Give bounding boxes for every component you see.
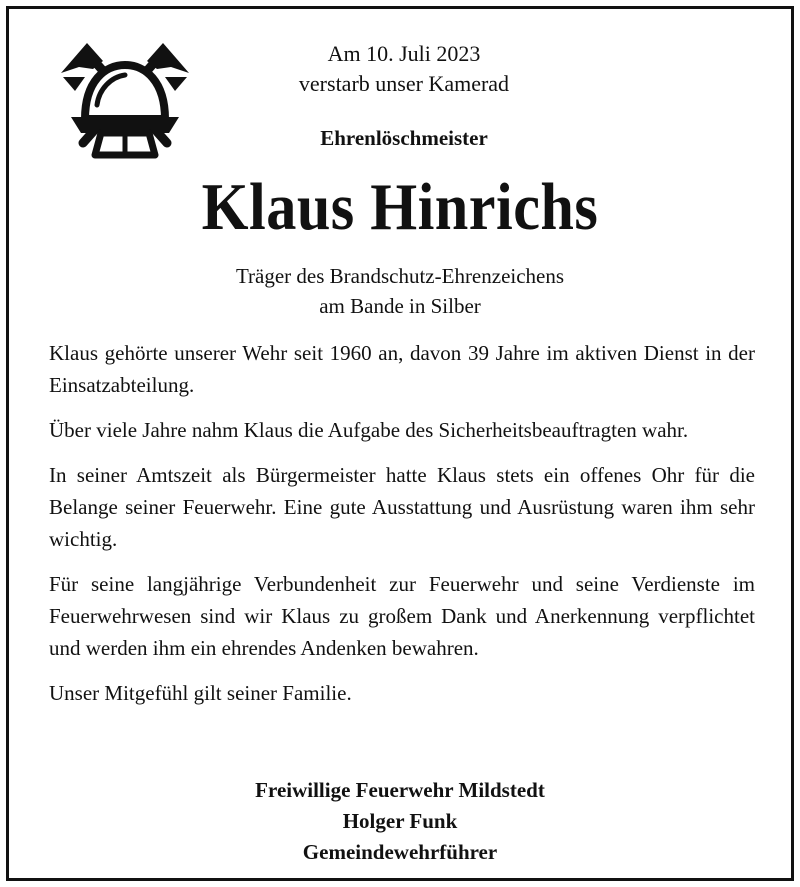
rank-title: Ehrenlöschmeister — [320, 126, 488, 150]
death-date-announcement — [209, 39, 599, 99]
deceased-name: Klaus Hinrichs — [201, 170, 599, 244]
paragraph-gratitude: Für seine langjährige Verbundenheit zur Feuerwehr und seine Verdienste im Feuerwehrwesen sind wir Klaus zu großem Dank und Anerkennung verpflichtet und werden ihm ein ehrendes Andenken bewahren. — [49, 572, 755, 660]
award-line-2: am Bande in Silber — [319, 294, 481, 318]
obituary-notice — [6, 6, 794, 881]
paragraph-condolence: Unser Mitgefühl gilt seiner Familie. — [49, 681, 352, 705]
signatory-title: Gemeindewehrführer — [302, 840, 498, 864]
paragraph-service: Klaus gehörte unserer Wehr seit 1960 an, davon 39 Jahre im aktiven Dienst in der Einsatzabteilung. — [49, 341, 755, 397]
signature-block — [9, 775, 791, 868]
obituary-body — [49, 337, 755, 722]
paragraph-mayor: In seiner Amtszeit als Bürgermeister hatte Klaus stets ein offenes Ohr für die Belange seiner Feuerwehr. Eine gute Ausstattung und Ausrüstung waren ihm sehr wichtig. — [49, 463, 755, 551]
award-line-1: Träger des Brandschutz-Ehrenzeichens — [235, 264, 565, 288]
firefighter-helmet-crossed-axes-icon — [55, 33, 195, 163]
award-description — [9, 261, 791, 321]
intro-line: verstarb unser Kamerad — [298, 71, 510, 96]
signatory-name: Holger Funk — [342, 809, 458, 833]
date-line: Am 10. Juli 2023 — [327, 41, 481, 66]
paragraph-safety-officer: Über viele Jahre nahm Klaus die Aufgabe des Sicherheitsbeauftragten wahr. — [49, 418, 689, 442]
organization-name: Freiwillige Feuerwehr Mildstedt — [255, 778, 545, 802]
